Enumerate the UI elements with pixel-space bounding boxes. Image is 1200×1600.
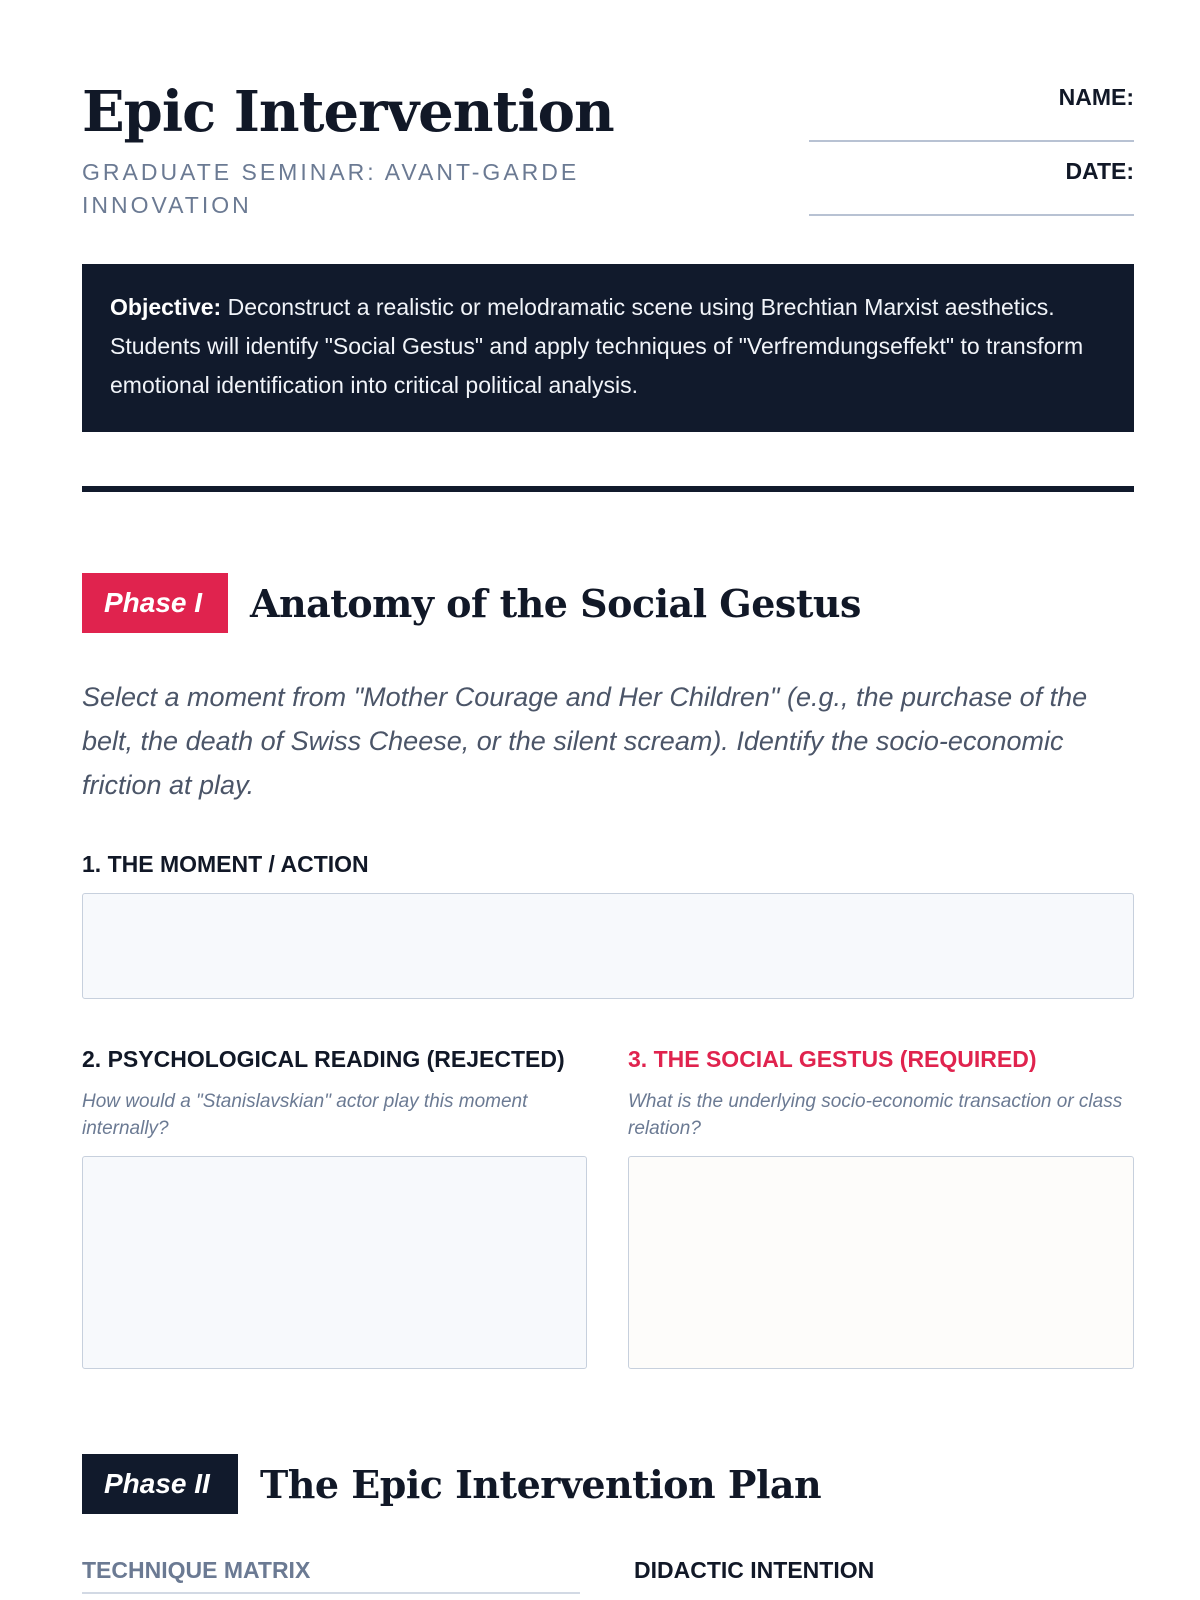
psychological-reading-hint: How would a "Stanislavskian" actor play this moment internally? xyxy=(82,1091,528,1139)
name-label: NAME: xyxy=(1058,84,1134,110)
psychological-reading-label: 2. PSYCHOLOGICAL READING (REJECTED) xyxy=(82,1046,565,1072)
worksheet-page xyxy=(82,0,1134,1600)
section-divider xyxy=(82,486,1134,492)
didactic-intention-label: DIDACTIC INTENTION xyxy=(634,1557,875,1583)
phase-2-title: The Epic Intervention Plan xyxy=(260,1461,822,1507)
name-field[interactable] xyxy=(809,84,1134,142)
moment-label: 1. THE MOMENT / ACTION xyxy=(82,851,369,877)
social-gestus-hint: What is the underlying socio-economic transaction or class relation? xyxy=(628,1091,1123,1139)
date-field[interactable] xyxy=(809,158,1134,216)
objective-text: Deconstruct a realistic or melodramatic scene using Brechtian Marxist aesthetics. Students will identify "Social Gestus" and apply techniques of "Verfremdungseffekt" to transform emotional identification into critical political analysis. xyxy=(110,294,1084,398)
phase-2-header xyxy=(82,1454,821,1514)
page-title: Epic Intervention xyxy=(82,79,614,145)
moment-input[interactable] xyxy=(82,893,1134,999)
phase-1-title: Anatomy of the Social Gestus xyxy=(250,580,861,626)
technique-matrix-label: TECHNIQUE MATRIX xyxy=(82,1557,311,1583)
phase-1-badge: Phase I xyxy=(82,573,228,633)
social-gestus-label: 3. THE SOCIAL GESTUS (REQUIRED) xyxy=(628,1046,1037,1072)
phase-1-instructions: Select a moment from "Mother Courage and Her Children" (e.g., the purchase of the belt, the death of Swiss Cheese, or the silent scream). Identify the socio-economic friction at play. xyxy=(82,682,1088,800)
phase-1-header xyxy=(82,573,861,633)
objective-label: Objective: xyxy=(110,294,222,320)
technique-matrix-rule xyxy=(82,1592,580,1594)
course-subtitle: GRADUATE SEMINAR: AVANT-GARDE INNOVATION xyxy=(82,159,580,218)
date-label: DATE: xyxy=(1065,158,1134,184)
phase-2-badge: Phase II xyxy=(82,1454,238,1514)
psychological-reading-input[interactable] xyxy=(82,1156,587,1369)
social-gestus-input[interactable] xyxy=(628,1156,1134,1369)
objective-box xyxy=(82,264,1134,432)
